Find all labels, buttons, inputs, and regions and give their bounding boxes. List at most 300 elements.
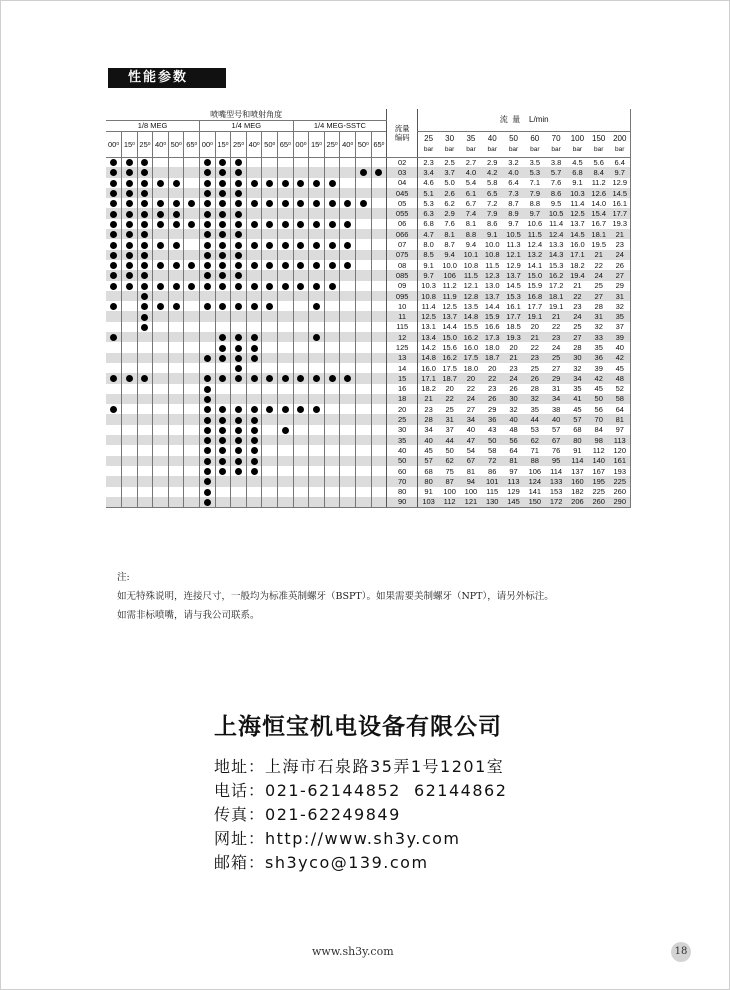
- angle-cell: [184, 373, 200, 383]
- flow-value: 7.3: [503, 188, 524, 198]
- angle-cell: [278, 373, 294, 383]
- angle-cell: [278, 332, 294, 342]
- flow-value: 87: [439, 476, 460, 486]
- angle-cell: [215, 487, 231, 497]
- flow-value: 112: [592, 445, 605, 455]
- availability-dot: [173, 221, 180, 228]
- availability-dot: [219, 427, 226, 434]
- angle-cell: [293, 229, 309, 239]
- angle-cell: [122, 332, 138, 342]
- flow-value: 6.3: [418, 208, 439, 218]
- angle-cell: [309, 445, 325, 455]
- flow-code: 09: [387, 281, 418, 291]
- angle-cell: [371, 188, 387, 198]
- angle-cell: [215, 497, 231, 507]
- angle-cell: [309, 332, 325, 342]
- angle-cell: [106, 157, 122, 167]
- flow-value: 15.3: [548, 260, 564, 270]
- availability-dot: [204, 262, 211, 269]
- flow-value: 14.2: [418, 342, 439, 352]
- angle-cell: [278, 157, 294, 167]
- angle-cell: [246, 476, 262, 486]
- angle-cell: [371, 497, 387, 507]
- availability-dot: [235, 221, 242, 228]
- angle-cell: [371, 332, 387, 342]
- angle-cell: [200, 373, 216, 383]
- flow-value: 9.4: [439, 250, 460, 260]
- flow-value: 53: [530, 425, 539, 435]
- table-row: [106, 188, 631, 198]
- angle-cell: [231, 188, 247, 198]
- table-row: [106, 497, 631, 507]
- flow-value: 5.3: [418, 198, 439, 208]
- angle-cell: [106, 281, 122, 291]
- angle-cell: [200, 497, 216, 507]
- angle-cell: [122, 250, 138, 260]
- availability-dot: [219, 159, 226, 166]
- availability-dot: [251, 427, 258, 434]
- availability-dot: [110, 242, 117, 249]
- angle-cell: [122, 229, 138, 239]
- flow-value: 32: [609, 301, 630, 311]
- angle-cell: [184, 291, 200, 301]
- availability-dot: [204, 303, 211, 310]
- angle-header: 15$^o$: [122, 131, 138, 157]
- availability-dot: [313, 180, 320, 187]
- angle-cell: [371, 456, 387, 466]
- flow-value: 30: [567, 353, 588, 363]
- flow-value: 26: [609, 260, 630, 270]
- angle-cell: [122, 435, 138, 445]
- angle-cell: [200, 487, 216, 497]
- angle-cell: [309, 250, 325, 260]
- flow-code: 03: [387, 167, 418, 177]
- pressure-header: 50 bar: [503, 131, 524, 157]
- angle-cell: [184, 487, 200, 497]
- angle-cell: [137, 219, 153, 229]
- angle-cell: [106, 167, 122, 177]
- availability-dot: [204, 396, 211, 403]
- angle-cell: [371, 466, 387, 476]
- angle-cell: [324, 188, 340, 198]
- availability-dot: [141, 324, 148, 331]
- availability-dot: [141, 231, 148, 238]
- angle-cell: [200, 322, 216, 332]
- angle-cell: [153, 342, 169, 352]
- flow-value: 12.4: [527, 240, 543, 250]
- angle-cell: [340, 466, 356, 476]
- angle-cell: [231, 167, 247, 177]
- availability-dot: [219, 468, 226, 475]
- availability-dot: [235, 180, 242, 187]
- flow-code: 18: [387, 394, 418, 404]
- availability-dot: [235, 283, 242, 290]
- angle-cell: [137, 497, 153, 507]
- availability-dot: [219, 200, 226, 207]
- flow-value: 64: [609, 404, 630, 414]
- flow-code: 115: [387, 322, 418, 332]
- angle-cell: [262, 353, 278, 363]
- table-row: [106, 291, 631, 301]
- flow-value: 11.5: [460, 270, 481, 280]
- angle-cell: [153, 435, 169, 445]
- angle-cell: [231, 342, 247, 352]
- angle-cell: [371, 229, 387, 239]
- flow-value: 13.7: [482, 291, 503, 301]
- availability-dot: [251, 447, 258, 454]
- angle-cell: [340, 178, 356, 188]
- angle-cell: [168, 301, 184, 311]
- angle-cell: [122, 291, 138, 301]
- angle-cell: [122, 157, 138, 167]
- availability-dot: [188, 221, 195, 228]
- flow-value: 35: [573, 384, 582, 394]
- angle-cell: [168, 435, 184, 445]
- availability-dot: [141, 211, 148, 218]
- availability-dot: [235, 406, 242, 413]
- availability-dot: [204, 211, 211, 218]
- flow-value: 44: [524, 414, 545, 424]
- availability-dot: [141, 200, 148, 207]
- flow-value: 6.7: [465, 198, 477, 208]
- angle-header: 25$^o$: [324, 131, 340, 157]
- angle-cell: [262, 332, 278, 342]
- flow-value: 23: [488, 384, 497, 394]
- angle-cell: [246, 322, 262, 332]
- availability-dot: [251, 180, 258, 187]
- availability-dot: [204, 159, 211, 166]
- angle-cell: [278, 219, 294, 229]
- angle-cell: [278, 404, 294, 414]
- angle-cell: [340, 167, 356, 177]
- flow-value: 124: [524, 476, 545, 486]
- flow-value: 8.8: [460, 229, 481, 239]
- availability-dot: [204, 386, 211, 393]
- angle-cell: [184, 353, 200, 363]
- flow-value: 28: [573, 342, 582, 352]
- availability-dot: [219, 303, 226, 310]
- flow-value: 16.7: [591, 219, 607, 229]
- angle-cell: [340, 425, 356, 435]
- flow-value: 50: [482, 435, 503, 445]
- flow-value: 5.8: [487, 178, 498, 188]
- angle-cell: [293, 487, 309, 497]
- angle-cell: [215, 466, 231, 476]
- pressure-header: 70 bar: [545, 131, 566, 157]
- email-value[interactable]: sh3yco@139.com: [265, 853, 429, 872]
- angle-cell: [309, 188, 325, 198]
- angle-cell: [293, 342, 309, 352]
- angle-cell: [278, 487, 294, 497]
- availability-dot: [266, 406, 273, 413]
- flow-value: 106: [528, 466, 542, 476]
- angle-cell: [356, 229, 372, 239]
- availability-dot: [251, 262, 258, 269]
- availability-dot: [219, 180, 226, 187]
- flow-value: 113: [503, 476, 524, 486]
- angle-cell: [356, 476, 372, 486]
- availability-dot: [313, 406, 320, 413]
- angle-cell: [106, 229, 122, 239]
- availability-dot: [235, 303, 242, 310]
- flow-value: 2.6: [439, 188, 460, 198]
- angle-cell: [200, 167, 216, 177]
- flow-value: 16.6: [484, 322, 500, 332]
- flow-value: 52: [609, 384, 630, 394]
- flow-value: 8.5: [418, 250, 439, 260]
- availability-dot: [110, 231, 117, 238]
- angle-cell: [215, 219, 231, 229]
- angle-cell: [106, 342, 122, 352]
- flow-value: 20: [488, 363, 497, 373]
- angle-cell: [153, 167, 169, 177]
- flow-value: 21: [588, 250, 609, 260]
- angle-cell: [231, 435, 247, 445]
- availability-dot: [219, 417, 226, 424]
- angle-cell: [184, 270, 200, 280]
- angle-cell: [293, 239, 309, 249]
- flow-value: 41: [567, 394, 588, 404]
- angle-cell: [293, 260, 309, 270]
- flow-value: 4.5: [572, 157, 583, 167]
- flow-value: 2.7: [465, 157, 477, 167]
- angle-cell: [184, 497, 200, 507]
- flow-value: 48: [609, 373, 630, 383]
- availability-dot: [329, 180, 336, 187]
- angle-cell: [340, 363, 356, 373]
- angle-cell: [340, 445, 356, 455]
- angle-cell: [293, 425, 309, 435]
- angle-header: 40$^o$: [153, 131, 169, 157]
- flow-value: 18.5: [506, 322, 521, 332]
- angle-cell: [184, 342, 200, 352]
- availability-dot: [313, 200, 320, 207]
- angle-cell: [262, 250, 278, 260]
- angle-cell: [215, 332, 231, 342]
- angle-cell: [371, 198, 387, 208]
- angle-cell: [153, 487, 169, 497]
- angle-cell: [137, 270, 153, 280]
- availability-dot: [204, 478, 211, 485]
- angle-cell: [278, 178, 294, 188]
- angle-cell: [168, 270, 184, 280]
- availability-dot: [141, 375, 148, 382]
- angle-cell: [309, 157, 325, 167]
- flow-value: 17.5: [442, 363, 457, 373]
- angle-cell: [200, 301, 216, 311]
- availability-dot: [219, 375, 226, 382]
- availability-dot: [126, 252, 133, 259]
- angle-cell: [184, 219, 200, 229]
- flow-code: 60: [387, 466, 418, 476]
- angle-cell: [340, 414, 356, 424]
- availability-dot: [235, 159, 242, 166]
- flow-value: 9.7: [508, 219, 519, 229]
- flow-value: 8.6: [545, 188, 566, 198]
- angle-cell: [168, 332, 184, 342]
- flow-value: 3.2: [508, 157, 519, 167]
- angle-cell: [356, 281, 372, 291]
- angle-cell: [262, 167, 278, 177]
- availability-dot: [204, 272, 211, 279]
- flow-value: 80: [418, 476, 439, 486]
- nozzle-header: 喷嘴型号和喷射角度: [106, 109, 387, 120]
- angle-cell: [106, 188, 122, 198]
- flow-value: 11.5: [524, 229, 545, 239]
- angle-cell: [246, 178, 262, 188]
- flow-value: 129: [507, 487, 520, 497]
- flow-value: 26: [524, 373, 545, 383]
- availability-dot: [251, 355, 258, 362]
- availability-dot: [141, 314, 148, 321]
- flow-value: 33: [588, 332, 609, 342]
- availability-dot: [266, 262, 273, 269]
- angle-cell: [231, 353, 247, 363]
- availability-dot: [126, 272, 133, 279]
- availability-dot: [141, 272, 148, 279]
- web-value[interactable]: http://www.sh3y.com: [265, 829, 461, 848]
- availability-dot: [126, 375, 133, 382]
- flow-value: 9.1: [418, 260, 439, 270]
- angle-cell: [371, 157, 387, 167]
- availability-dot: [204, 499, 211, 506]
- flow-code: 50: [387, 456, 418, 466]
- angle-cell: [231, 445, 247, 455]
- angle-cell: [168, 167, 184, 177]
- availability-dot: [251, 417, 258, 424]
- flow-value: 5.7: [545, 167, 566, 177]
- pressure-header: 30 bar: [439, 131, 460, 157]
- flow-value: 67: [460, 456, 481, 466]
- flow-value: 19.1: [524, 311, 545, 321]
- availability-dot: [266, 303, 273, 310]
- angle-cell: [137, 198, 153, 208]
- angle-cell: [309, 270, 325, 280]
- angle-cell: [215, 476, 231, 486]
- flow-value: 20: [445, 384, 454, 394]
- angle-cell: [153, 291, 169, 301]
- angle-cell: [340, 270, 356, 280]
- angle-cell: [356, 487, 372, 497]
- angle-cell: [215, 394, 231, 404]
- flow-code: 80: [387, 487, 418, 497]
- angle-header: 65$^o$: [278, 131, 294, 157]
- angle-cell: [262, 322, 278, 332]
- availability-dot: [219, 221, 226, 228]
- flow-code: 40: [387, 445, 418, 455]
- angle-cell: [137, 311, 153, 321]
- availability-dot: [173, 180, 180, 187]
- flow-value: 38: [551, 404, 561, 414]
- angle-cell: [324, 487, 340, 497]
- angle-cell: [324, 250, 340, 260]
- angle-cell: [278, 342, 294, 352]
- angle-cell: [293, 167, 309, 177]
- availability-dot: [173, 262, 180, 269]
- flow-value: 21: [524, 332, 545, 342]
- angle-cell: [184, 322, 200, 332]
- angle-cell: [262, 476, 278, 486]
- angle-cell: [153, 239, 169, 249]
- angle-cell: [309, 167, 325, 177]
- angle-cell: [168, 445, 184, 455]
- angle-cell: [200, 239, 216, 249]
- flow-value: 114: [550, 466, 563, 476]
- angle-cell: [309, 414, 325, 424]
- angle-cell: [356, 167, 372, 177]
- flow-value: 21: [503, 353, 524, 363]
- flow-value: 27: [466, 404, 476, 414]
- angle-cell: [262, 445, 278, 455]
- flow-value: 8.4: [588, 167, 609, 177]
- angle-cell: [215, 384, 231, 394]
- pressure-header: 35 bar: [460, 131, 481, 157]
- flow-value: 28: [418, 414, 439, 424]
- angle-cell: [106, 322, 122, 332]
- angle-cell: [137, 404, 153, 414]
- availability-dot: [157, 211, 164, 218]
- table-row: [106, 363, 631, 373]
- web-line: 网址：http://www.sh3y.com: [214, 829, 461, 848]
- angle-cell: [356, 373, 372, 383]
- angle-cell: [137, 301, 153, 311]
- flow-value: 8.1: [439, 229, 460, 239]
- flow-code: 15: [387, 373, 418, 383]
- angle-cell: [340, 291, 356, 301]
- angle-cell: [184, 157, 200, 167]
- angle-header: 00$^o$: [200, 131, 216, 157]
- angle-cell: [106, 301, 122, 311]
- flow-value: 12.1: [463, 281, 479, 291]
- availability-dot: [157, 303, 164, 310]
- angle-cell: [371, 322, 387, 332]
- flow-value: 68: [573, 425, 582, 435]
- flow-value: 24: [588, 270, 609, 280]
- flow-value: 225: [609, 476, 630, 486]
- angle-cell: [371, 394, 387, 404]
- flow-value: 25: [530, 363, 539, 373]
- availability-dot: [173, 242, 180, 249]
- flow-value: 14.5: [506, 281, 521, 291]
- flow-value: 23: [609, 239, 630, 249]
- flow-value: 97: [509, 466, 518, 476]
- availability-dot: [173, 211, 180, 218]
- flow-value: 32: [509, 404, 518, 414]
- angle-cell: [106, 404, 122, 414]
- angle-cell: [324, 167, 340, 177]
- angle-cell: [106, 414, 122, 424]
- angle-cell: [168, 425, 184, 435]
- angle-cell: [153, 363, 169, 373]
- angle-cell: [215, 198, 231, 208]
- angle-cell: [340, 322, 356, 332]
- angle-cell: [122, 301, 138, 311]
- angle-cell: [278, 229, 294, 239]
- footer-url[interactable]: www.sh3y.com: [312, 945, 394, 958]
- flow-value: 18.7: [482, 353, 503, 363]
- section-title: 性能参数: [108, 68, 226, 88]
- angle-cell: [278, 435, 294, 445]
- angle-cell: [168, 342, 184, 352]
- availability-dot: [204, 169, 211, 176]
- angle-cell: [309, 322, 325, 332]
- angle-cell: [246, 342, 262, 352]
- flow-value: 2.9: [439, 208, 460, 218]
- angle-cell: [309, 394, 325, 404]
- flow-value: 106: [439, 270, 460, 280]
- flow-value: 67: [545, 435, 566, 445]
- angle-cell: [168, 188, 184, 198]
